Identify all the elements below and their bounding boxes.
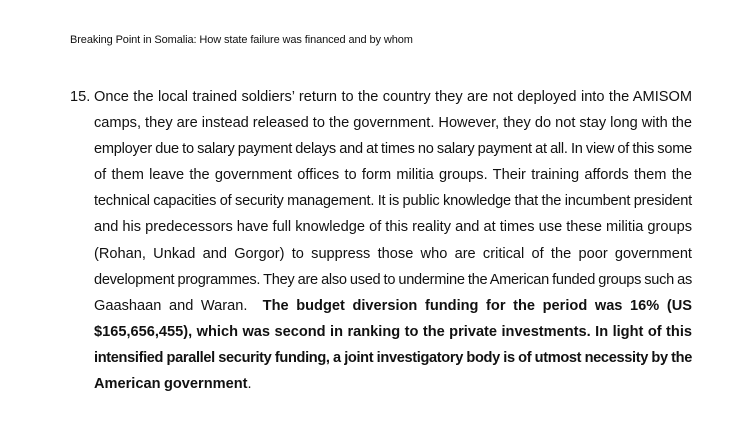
running-header: Breaking Point in Somalia: How state failure was financed and by whom xyxy=(70,34,413,46)
paragraph-line: intensified parallel security funding, a joint investigatory body is of utmost necessity by the xyxy=(94,349,692,366)
paragraph-number: 15. xyxy=(70,89,91,105)
paragraph-line: employer due to salary payment delays and at times no salary payment at all. In view of this some xyxy=(94,141,692,158)
paragraph-line: and his predecessors have full knowledge of this reality and at times use these militia groups xyxy=(94,219,692,236)
paragraph-body xyxy=(94,84,692,397)
paragraph-line: of them leave the government offices to form militia groups. Their training affords them the xyxy=(94,167,692,184)
paragraph-line: (Rohan, Unkad and Gorgor) to suppress those who are critical of the poor government xyxy=(94,245,692,262)
paragraph-line: Gaashaan and Waran. The budget diversion funding for the period was 16% (US xyxy=(94,297,692,314)
paragraph-line: development programmes. They are also used to undermine the American funded groups such as xyxy=(94,271,692,288)
paragraph-line: American government. xyxy=(94,376,252,393)
paragraph-line: technical capacities of security management. It is public knowledge that the incumbent president xyxy=(94,193,692,210)
paragraph-line: camps, they are instead released to the government. However, they do not stay long with the xyxy=(94,115,692,132)
paragraph-line: $165,656,455), which was second in ranking to the private investments. In light of this xyxy=(94,323,692,340)
paragraph-line: Once the local trained soldiers’ return to the country they are not deployed into the AMISOM xyxy=(94,89,692,105)
